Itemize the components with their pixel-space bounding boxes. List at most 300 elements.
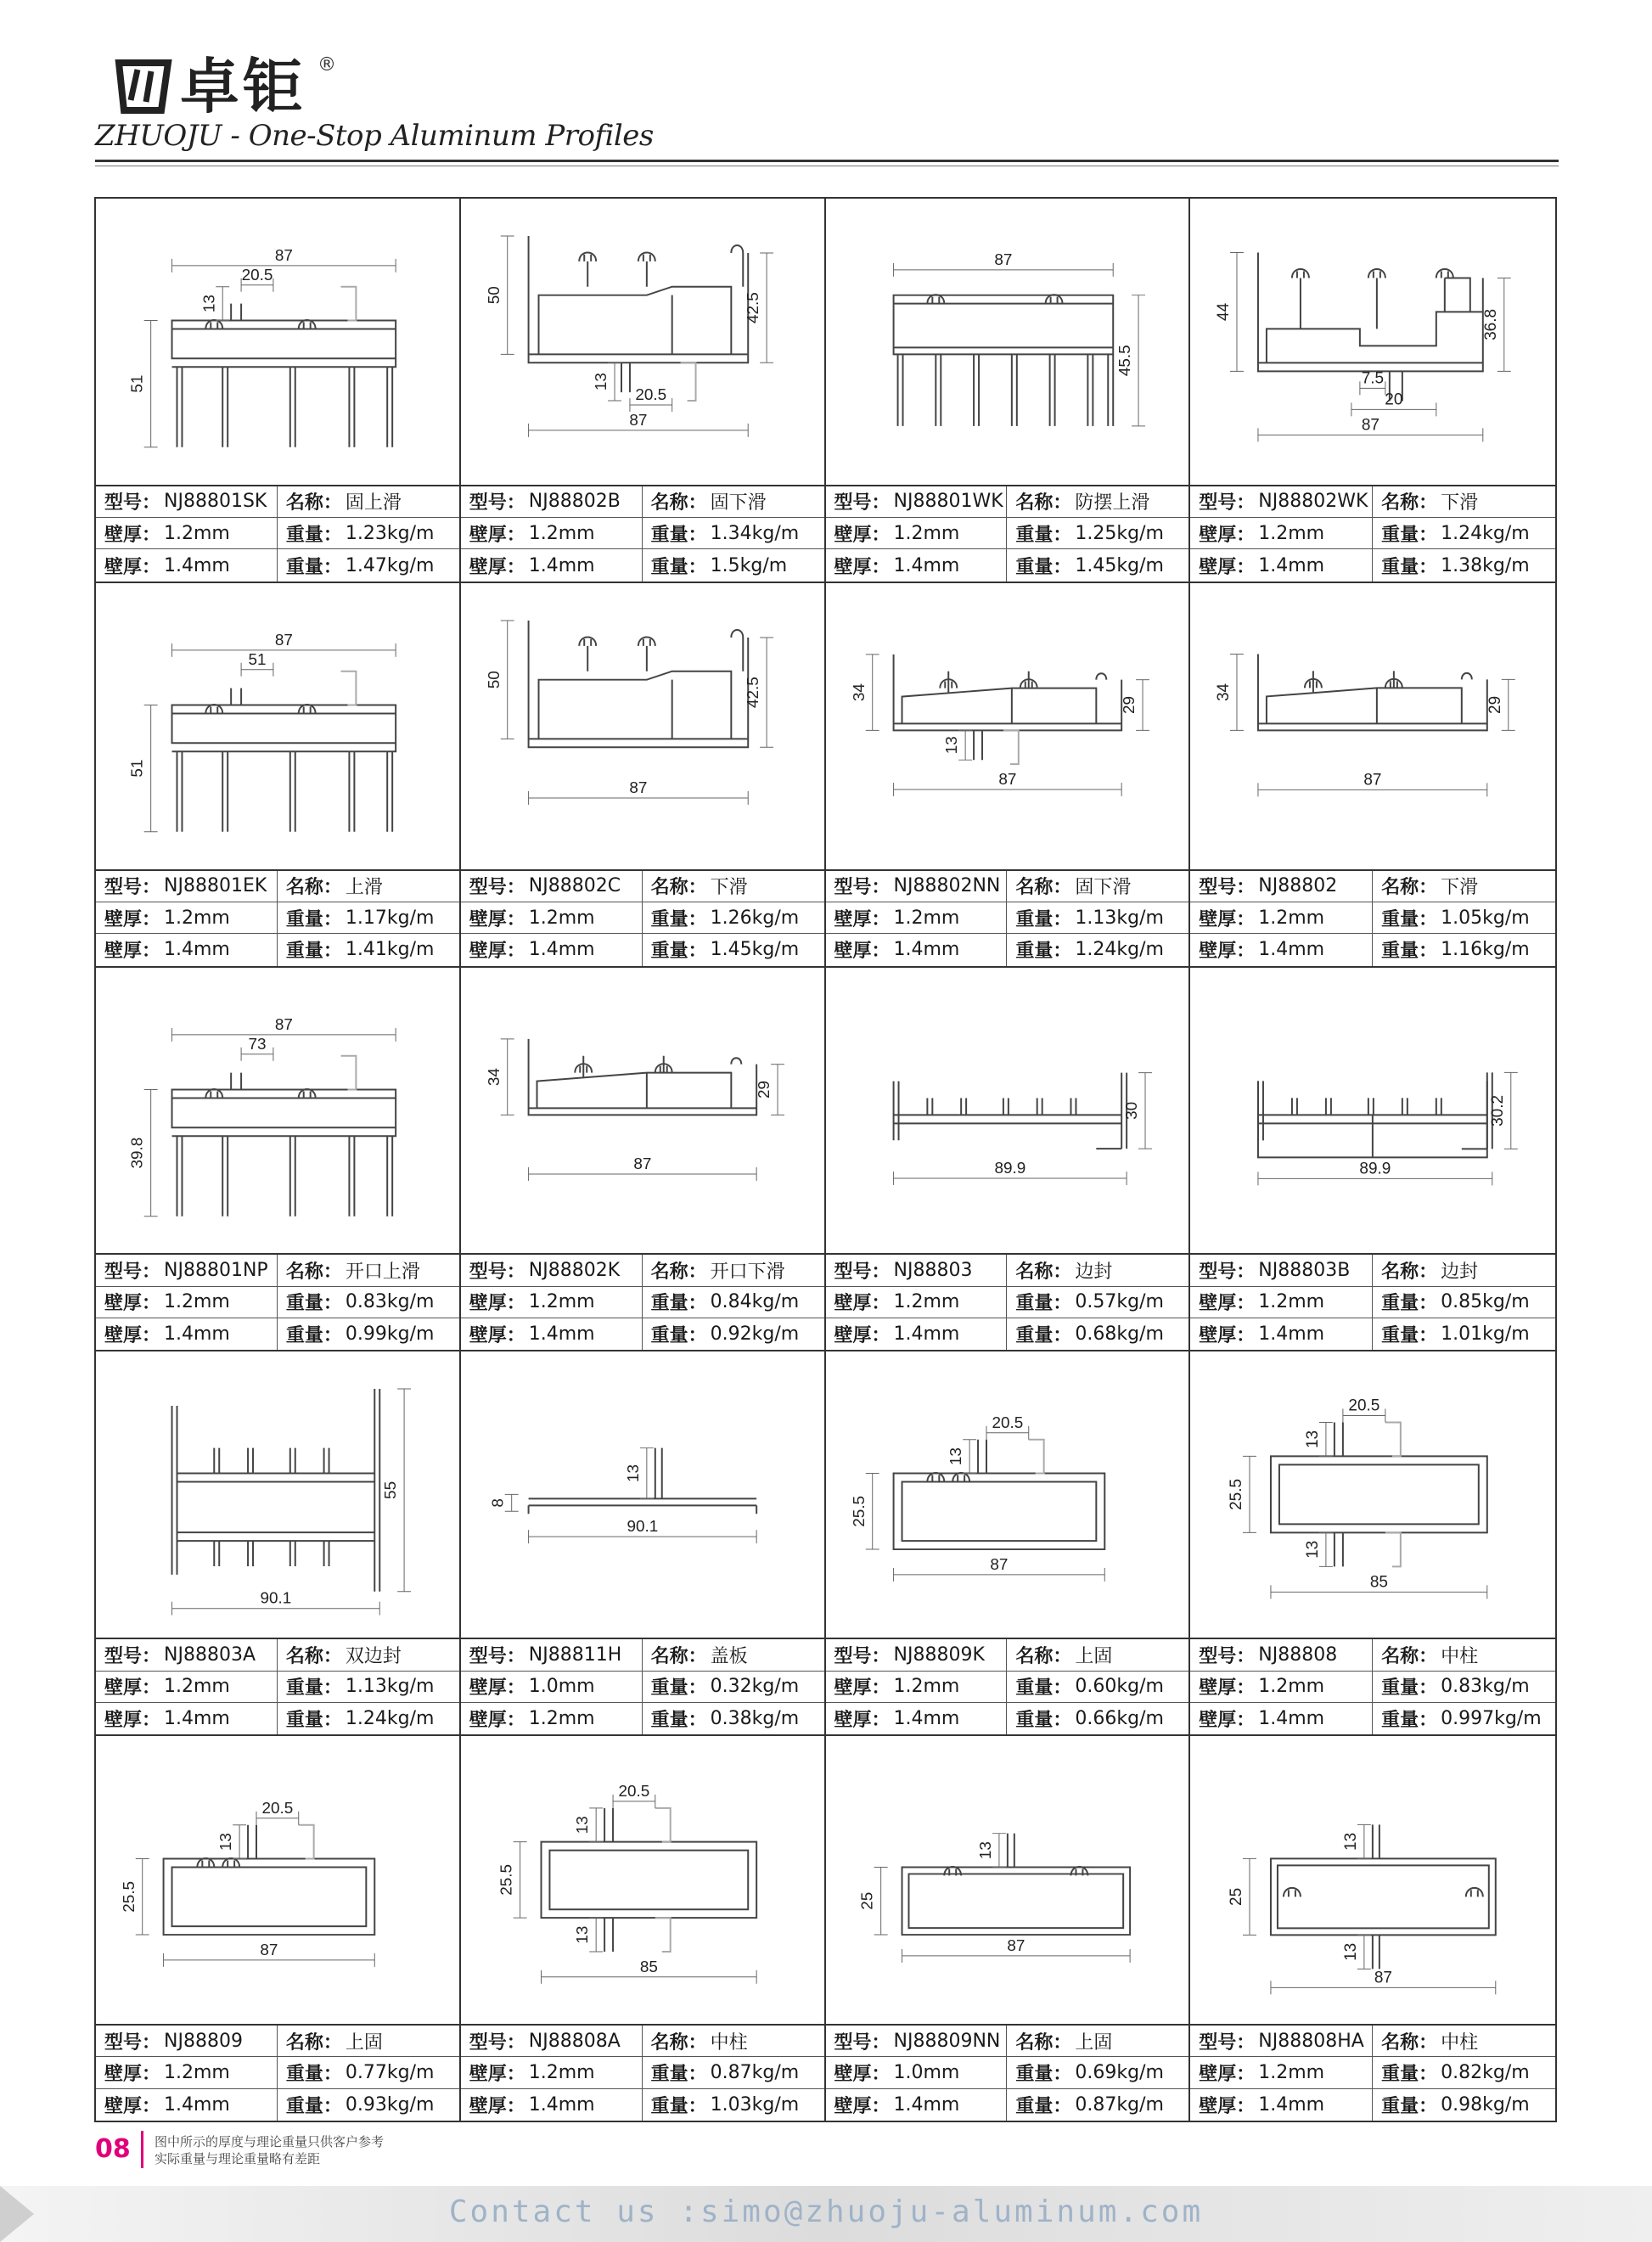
weight-value: 1.45kg/m [710, 939, 800, 961]
profile-card [461, 1736, 826, 2121]
weight-value: 0.60kg/m [1075, 1676, 1164, 1698]
cross-section-diagram [1190, 199, 1555, 485]
weight-value-cell [643, 1703, 824, 1734]
wall-thickness-cell [1190, 1318, 1373, 1350]
dimension-label: 51 [128, 759, 147, 778]
wall-thickness: 1.4mm [1258, 554, 1325, 576]
product-name-cell [1007, 1639, 1188, 1671]
wall-label: 壁厚： [1199, 2095, 1256, 2117]
spec-table [826, 485, 1189, 582]
dimension-label: 29 [1120, 695, 1138, 714]
wall-thickness: 1.2mm [528, 522, 595, 544]
profile-card [826, 1351, 1191, 1736]
dimension-label: 85 [639, 1958, 658, 1977]
dimension-label: 30 [1122, 1101, 1141, 1120]
wall-label: 壁厚： [834, 556, 891, 578]
wall-label: 壁厚： [1199, 556, 1256, 578]
dimension-label: 25.5 [1228, 1479, 1246, 1511]
weight-value-cell [1373, 2089, 1555, 2121]
dimension-label: 25 [858, 1891, 877, 1910]
spec-table [96, 485, 459, 582]
profile-card [826, 583, 1191, 968]
weight-value-cell [643, 549, 824, 581]
dimension-label: 87 [274, 1015, 293, 1034]
product-name-cell [1373, 1639, 1555, 1671]
wall-label: 壁厚： [469, 908, 525, 930]
wall-label: 壁厚： [469, 1677, 525, 1700]
dimension-label: 20 [1385, 391, 1403, 409]
wall-thickness-cell [1190, 549, 1373, 581]
dimension-label: 25 [1228, 1888, 1246, 1907]
weight-value: 1.17kg/m [345, 907, 435, 929]
wall-thickness-cell [461, 1703, 643, 1734]
dimension-label: 7.5 [1361, 369, 1385, 388]
dimension-label: 87 [260, 1941, 278, 1960]
spec-table [96, 869, 459, 966]
weight-value: 1.45kg/m [1075, 554, 1164, 576]
profile-drawing [1190, 199, 1555, 485]
cross-section-diagram [96, 968, 459, 1254]
dimension-label: 89.9 [1359, 1159, 1391, 1177]
dimension-label: 44 [1215, 302, 1233, 321]
product-name: 下滑 [710, 877, 748, 899]
model-number-cell [1190, 2026, 1373, 2057]
dimension-label: 73 [248, 1035, 267, 1054]
weight-value: 1.47kg/m [345, 554, 435, 576]
profile-card [96, 968, 461, 1352]
name-label: 名称： [285, 1261, 342, 1284]
model-number: NJ88808HA [1258, 2030, 1364, 2052]
weight-label: 重量： [1015, 908, 1072, 930]
weight-value: 0.77kg/m [345, 2061, 435, 2083]
cross-section-diagram [826, 1351, 1189, 1638]
weight-value-cell [278, 518, 459, 549]
weight-value: 1.01kg/m [1441, 1323, 1530, 1346]
weight-value: 1.16kg/m [1441, 939, 1530, 961]
dimension-label: 25.5 [497, 1864, 516, 1896]
wall-thickness: 1.4mm [164, 1708, 230, 1729]
wall-thickness: 1.4mm [528, 939, 595, 961]
profile-card [826, 968, 1191, 1352]
model-number-cell [96, 2026, 278, 2057]
weight-label: 重量： [650, 1710, 707, 1731]
wall-label: 壁厚： [834, 908, 891, 930]
dimension-label: 13 [573, 1925, 592, 1944]
weight-label: 重量： [650, 1325, 707, 1347]
product-name: 上滑 [345, 877, 383, 899]
product-name-cell [1007, 2026, 1188, 2057]
wall-thickness-cell [461, 2057, 643, 2088]
weight-value-cell [1007, 1672, 1188, 1703]
product-name: 固下滑 [710, 492, 767, 514]
profile-card [826, 1736, 1191, 2121]
weight-label: 重量： [1015, 1710, 1072, 1731]
product-name: 中柱 [1441, 2031, 1479, 2054]
model-number: NJ88802K [528, 1260, 621, 1282]
dimension-label: 87 [629, 778, 648, 797]
wall-thickness-cell [826, 902, 1008, 934]
spec-table [96, 1638, 459, 1734]
spec-table [1190, 2024, 1555, 2121]
weight-label: 重量： [285, 908, 342, 930]
weight-value: 0.93kg/m [345, 2093, 435, 2116]
wall-thickness: 1.4mm [528, 1323, 595, 1346]
product-name-cell [1373, 2026, 1555, 2057]
dimension-label: 87 [989, 1556, 1008, 1575]
wall-label: 壁厚： [834, 524, 891, 546]
wall-label: 壁厚： [469, 2063, 525, 2085]
profile-card [96, 199, 461, 583]
model-number-cell [96, 871, 278, 902]
spec-table [461, 1638, 824, 1734]
wall-thickness-cell [461, 1318, 643, 1350]
wall-thickness: 1.2mm [528, 907, 595, 929]
cross-section-diagram [96, 199, 459, 485]
model-label: 型号： [1199, 2031, 1256, 2054]
wall-label: 壁厚： [104, 524, 161, 546]
weight-value: 0.87kg/m [710, 2061, 800, 2083]
wall-label: 壁厚： [469, 941, 525, 963]
wall-thickness-cell [96, 2089, 278, 2121]
weight-value: 0.82kg/m [1441, 2061, 1530, 2083]
weight-label: 重量： [1381, 556, 1438, 578]
dimension-label: 90.1 [627, 1518, 659, 1537]
wall-label: 壁厚： [834, 941, 891, 963]
model-number-cell [826, 871, 1008, 902]
wall-thickness: 1.0mm [893, 2061, 960, 2083]
spec-table [461, 869, 824, 966]
spec-table [826, 1638, 1189, 1734]
wall-thickness-cell [461, 1672, 643, 1703]
wall-label: 壁厚： [104, 941, 161, 963]
model-label: 型号： [1199, 1261, 1256, 1284]
profile-card [96, 1736, 461, 2121]
wall-label: 壁厚： [104, 2095, 161, 2117]
weight-value: 0.99kg/m [345, 1323, 435, 1346]
wall-thickness-cell [1190, 2089, 1373, 2121]
product-name-cell [278, 871, 459, 902]
cross-section-diagram [1190, 1736, 1555, 2024]
name-label: 名称： [1015, 492, 1072, 514]
weight-value-cell [1007, 1703, 1188, 1734]
model-label: 型号： [469, 2031, 525, 2054]
product-name-cell [278, 486, 459, 518]
dimension-label: 20.5 [635, 386, 666, 405]
wall-label: 壁厚： [1199, 941, 1256, 963]
weight-label: 重量： [1381, 524, 1438, 546]
product-name-cell [1373, 871, 1555, 902]
weight-value: 1.24kg/m [1075, 939, 1164, 961]
model-number-cell [96, 1255, 278, 1286]
product-name: 开口下滑 [710, 1261, 785, 1284]
name-label: 名称： [285, 2031, 342, 2054]
weight-value-cell [1007, 1318, 1188, 1350]
wall-thickness: 1.4mm [164, 2093, 230, 2116]
wall-thickness: 1.2mm [1258, 907, 1325, 929]
wall-label: 壁厚： [104, 556, 161, 578]
weight-value-cell [1373, 518, 1555, 549]
model-label: 型号： [834, 492, 891, 514]
wall-thickness-cell [826, 549, 1008, 581]
weight-label: 重量： [1015, 524, 1072, 546]
cross-section-diagram [96, 1736, 459, 2024]
dimension-label: 8 [489, 1498, 508, 1508]
wall-thickness-cell [96, 1703, 278, 1734]
wall-thickness-cell [461, 934, 643, 965]
model-number: NJ88809K [893, 1644, 985, 1666]
dimension-label: 13 [592, 373, 610, 391]
model-number: NJ88801WK [893, 491, 1003, 513]
wall-thickness-cell [96, 902, 278, 934]
page-header [95, 34, 1559, 161]
profile-drawing [826, 1736, 1189, 2024]
product-name: 开口上滑 [345, 1261, 420, 1284]
weight-value-cell [278, 902, 459, 934]
model-label: 型号： [469, 492, 525, 514]
product-name: 上固 [1075, 2031, 1113, 2054]
header-divider [95, 160, 1559, 162]
product-name-cell [278, 1639, 459, 1671]
weight-value-cell [278, 1672, 459, 1703]
weight-value: 1.26kg/m [710, 907, 800, 929]
model-label: 型号： [1199, 1645, 1256, 1667]
wall-label: 壁厚： [104, 2063, 161, 2085]
wall-thickness: 1.2mm [893, 522, 960, 544]
weight-value: 1.38kg/m [1441, 554, 1530, 576]
dimension-label: 87 [1374, 1969, 1393, 1987]
model-number: NJ88803B [1258, 1260, 1351, 1282]
product-name: 中柱 [710, 2031, 748, 2054]
weight-label: 重量： [1015, 1325, 1072, 1347]
weight-value-cell [278, 549, 459, 581]
dimension-label: 36.8 [1482, 308, 1501, 340]
wall-label: 壁厚： [834, 2095, 891, 2117]
profile-drawing [461, 199, 824, 485]
dimension-label: 13 [200, 295, 219, 313]
dimension-label: 87 [1006, 1937, 1025, 1956]
dimension-label: 20.5 [618, 1783, 650, 1801]
dimension-label: 13 [1304, 1541, 1323, 1559]
weight-value-cell [643, 2089, 824, 2121]
wall-thickness-cell [96, 1672, 278, 1703]
model-label: 型号： [104, 877, 161, 899]
model-label: 型号： [104, 492, 161, 514]
wall-label: 壁厚： [469, 1325, 525, 1347]
weight-label: 重量： [650, 2095, 707, 2117]
dimension-label: 20.5 [991, 1414, 1023, 1433]
wall-thickness: 1.4mm [164, 939, 230, 961]
cross-section-diagram [1190, 583, 1555, 869]
spec-table [1190, 1638, 1555, 1734]
wall-label: 壁厚： [104, 908, 161, 930]
dimension-label: 25.5 [120, 1881, 138, 1913]
profile-card [461, 199, 826, 583]
weight-value-cell [278, 2089, 459, 2121]
cross-section-diagram [826, 1736, 1189, 2024]
model-number: NJ88802 [1258, 875, 1338, 897]
dimension-label: 34 [485, 1067, 503, 1086]
name-label: 名称： [650, 1261, 707, 1284]
product-name-cell [643, 2026, 824, 2057]
wall-thickness-cell [1190, 1287, 1373, 1318]
wall-thickness-cell [1190, 902, 1373, 934]
wall-thickness-cell [461, 549, 643, 581]
wall-thickness: 1.4mm [893, 1708, 960, 1729]
wall-thickness: 1.2mm [164, 1291, 230, 1313]
cross-section-diagram [96, 1351, 459, 1638]
product-name: 下滑 [1441, 877, 1479, 899]
dimension-label: 13 [1342, 1942, 1361, 1962]
cross-section-diagram [461, 1736, 824, 2024]
profile-card [461, 583, 826, 968]
profile-drawing [461, 1736, 824, 2024]
weight-label: 重量： [1381, 1293, 1438, 1315]
wall-thickness: 1.2mm [164, 522, 230, 544]
dimension-label: 34 [850, 683, 868, 701]
name-label: 名称： [650, 1645, 707, 1667]
brand-name: 卓钜 [180, 52, 306, 121]
weight-value-cell [1373, 549, 1555, 581]
dimension-label: 87 [274, 631, 293, 649]
dimension-label: 13 [624, 1464, 643, 1483]
wall-thickness: 1.4mm [893, 554, 960, 576]
product-name-cell [643, 871, 824, 902]
wall-thickness-cell [826, 1287, 1008, 1318]
product-name-cell [1373, 486, 1555, 518]
wall-label: 壁厚： [1199, 1325, 1256, 1347]
profile-drawing [96, 968, 459, 1254]
weight-value: 1.34kg/m [710, 522, 800, 544]
name-label: 名称： [285, 492, 342, 514]
model-number: NJ88801EK [164, 875, 267, 897]
wall-thickness-cell [826, 1672, 1008, 1703]
product-name: 双边封 [345, 1645, 402, 1667]
weight-value-cell [1007, 549, 1188, 581]
wall-thickness-cell [826, 518, 1008, 549]
profile-card [1190, 1736, 1555, 2121]
wall-label: 壁厚： [1199, 1710, 1256, 1731]
dimension-label: 55 [382, 1481, 401, 1500]
weight-value-cell [643, 1672, 824, 1703]
weight-value-cell [1373, 1703, 1555, 1734]
wall-thickness: 1.2mm [893, 1676, 960, 1698]
name-label: 名称： [1381, 877, 1438, 899]
model-label: 型号： [469, 1645, 525, 1667]
weight-label: 重量： [1015, 941, 1072, 963]
profile-drawing [1190, 1736, 1555, 2024]
wall-thickness-cell [461, 902, 643, 934]
name-label: 名称： [1015, 877, 1072, 899]
weight-value-cell [1007, 902, 1188, 934]
profile-drawing [826, 1351, 1189, 1638]
model-number: NJ88803A [164, 1644, 256, 1666]
model-number: NJ88801SK [164, 491, 267, 513]
model-number-cell [1190, 486, 1373, 518]
product-name: 固下滑 [1075, 877, 1132, 899]
profile-card [1190, 583, 1555, 968]
model-number-cell [1190, 1255, 1373, 1286]
wall-thickness: 1.2mm [528, 1291, 595, 1313]
weight-value-cell [1373, 1287, 1555, 1318]
model-number: NJ88811H [528, 1644, 622, 1666]
profile-drawing [1190, 1351, 1555, 1638]
model-number-cell [461, 1639, 643, 1671]
weight-value: 1.13kg/m [345, 1676, 435, 1698]
spec-table [96, 1253, 459, 1350]
weight-label: 重量： [285, 524, 342, 546]
dimension-label: 13 [1304, 1430, 1323, 1449]
dimension-label: 87 [274, 246, 293, 265]
spec-table [1190, 1253, 1555, 1350]
wall-label: 壁厚： [104, 1325, 161, 1347]
weight-value-cell [1373, 902, 1555, 934]
name-label: 名称： [285, 877, 342, 899]
wall-thickness: 1.4mm [893, 2093, 960, 2116]
wall-thickness: 1.4mm [164, 1323, 230, 1346]
weight-value-cell [1373, 2057, 1555, 2088]
weight-value-cell [1007, 518, 1188, 549]
product-name-cell [278, 2026, 459, 2057]
wall-label: 壁厚： [834, 1325, 891, 1347]
wall-thickness: 1.2mm [164, 907, 230, 929]
model-label: 型号： [469, 877, 525, 899]
model-number: NJ88808A [528, 2030, 621, 2052]
weight-label: 重量： [1381, 941, 1438, 963]
weight-label: 重量： [1381, 1325, 1438, 1347]
model-label: 型号： [834, 1645, 891, 1667]
spec-table [461, 1253, 824, 1350]
model-number-cell [826, 1639, 1008, 1671]
contact-email[interactable]: Contact us :simo@zhuoju-aluminum.com [448, 2194, 1204, 2229]
wall-thickness-cell [461, 1287, 643, 1318]
product-name: 边封 [1075, 1261, 1113, 1284]
wall-thickness-cell [461, 2089, 643, 2121]
weight-value: 0.84kg/m [710, 1291, 800, 1313]
model-number-cell [96, 486, 278, 518]
weight-value: 1.05kg/m [1441, 907, 1530, 929]
wall-thickness-cell [1190, 934, 1373, 965]
wall-thickness-cell [96, 1318, 278, 1350]
model-label: 型号： [104, 1261, 161, 1284]
model-number-cell [96, 1639, 278, 1671]
wall-thickness-cell [96, 549, 278, 581]
product-name: 盖板 [710, 1645, 748, 1667]
weight-value-cell [1007, 2057, 1188, 2088]
weight-label: 重量： [1015, 2095, 1072, 2117]
weight-value-cell [643, 2057, 824, 2088]
weight-value-cell [643, 934, 824, 965]
dimension-label: 45.5 [1115, 345, 1134, 377]
weight-value: 1.23kg/m [345, 522, 435, 544]
weight-label: 重量： [1381, 2095, 1438, 2117]
weight-value: 0.87kg/m [1075, 2093, 1164, 2116]
weight-label: 重量： [1381, 1710, 1438, 1731]
weight-label: 重量： [1381, 908, 1438, 930]
weight-value-cell [278, 934, 459, 965]
wall-thickness-cell [826, 2089, 1008, 2121]
model-number: NJ88802WK [1258, 491, 1368, 513]
product-name: 中柱 [1441, 1645, 1479, 1667]
wall-thickness-cell [96, 934, 278, 965]
weight-value-cell [643, 902, 824, 934]
weight-label: 重量： [650, 2063, 707, 2085]
cross-section-diagram [461, 1351, 824, 1638]
wall-thickness-cell [96, 2057, 278, 2088]
dimension-label: 29 [755, 1080, 773, 1099]
model-label: 型号： [834, 877, 891, 899]
product-name-cell [278, 1255, 459, 1286]
name-label: 名称： [1015, 1645, 1072, 1667]
